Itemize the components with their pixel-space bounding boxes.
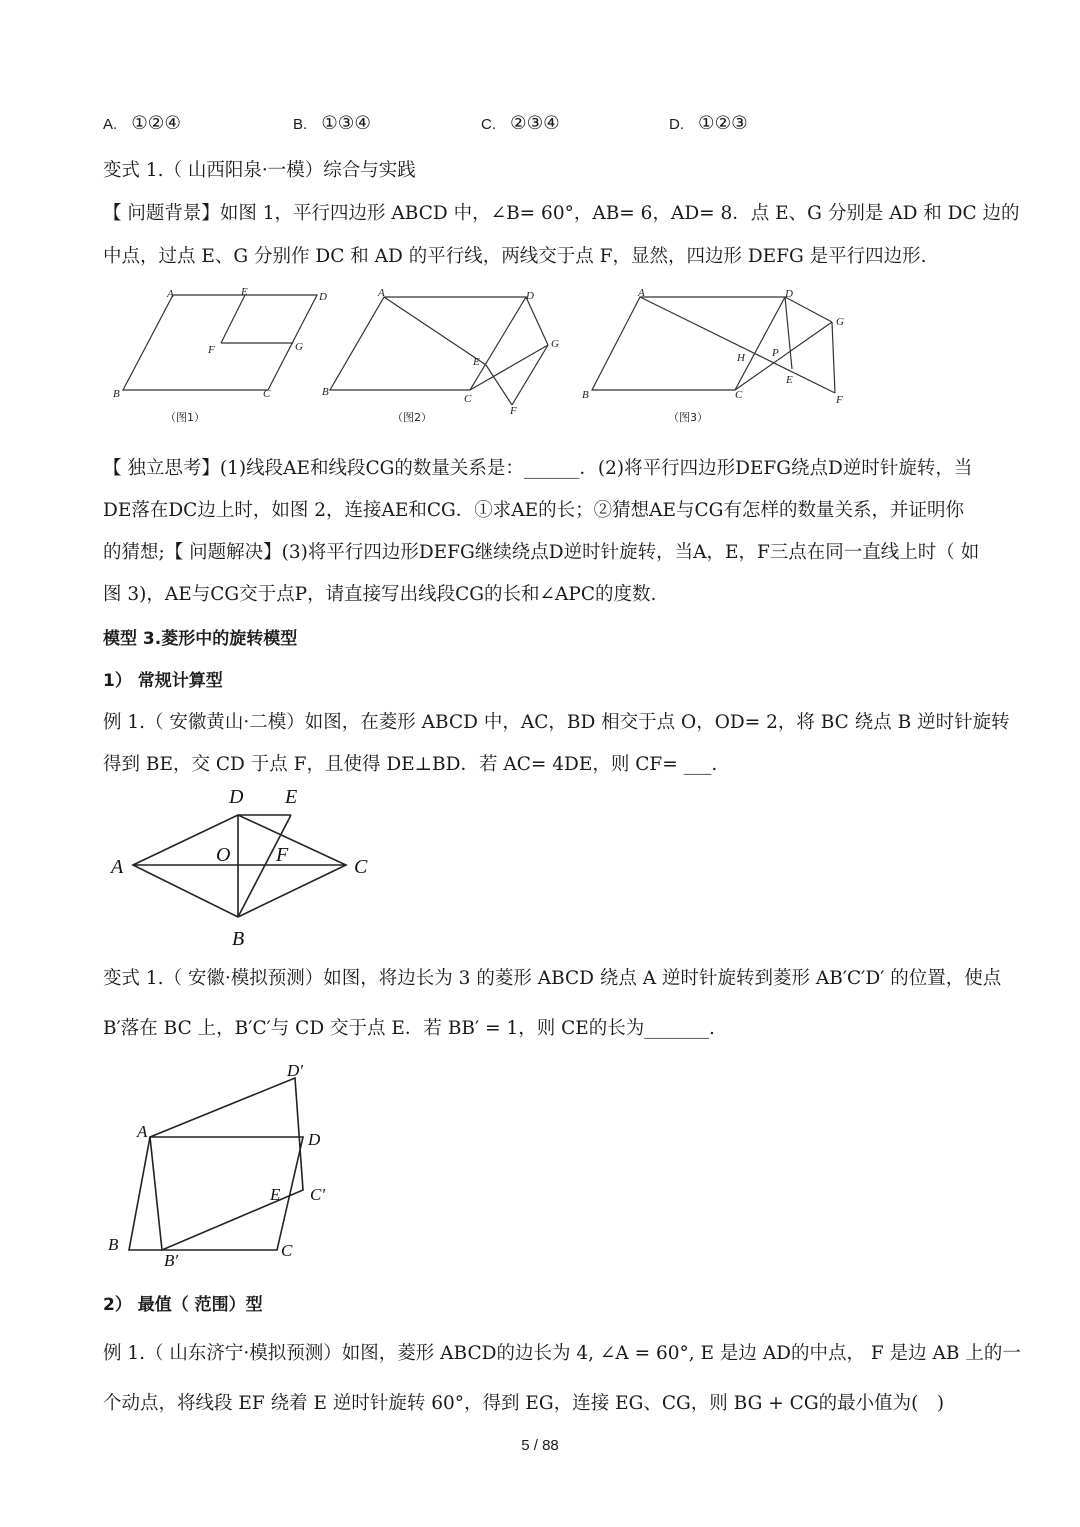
- fig2-label-f: F: [510, 405, 517, 417]
- fig3-label-e: E: [786, 374, 793, 386]
- fig2-label-d: D: [526, 290, 534, 302]
- fig3-caption: （图3）: [668, 411, 708, 424]
- rot-label-d-prime: D′: [287, 1061, 303, 1080]
- fig2-label-g: G: [551, 338, 559, 350]
- rot-label-b-prime: B′: [164, 1251, 179, 1270]
- figure-1: [105, 285, 335, 430]
- fig2-label-e: E: [473, 356, 480, 368]
- variant-1-title: 变式 1.（ 山西阳泉·一模）综合与实践: [103, 160, 416, 181]
- fig1-label-d: D: [319, 291, 327, 303]
- problem-solving: 的猜想;【 问题解决】(3)将平行四边形DEFG继续绕点D逆时针旋转，当A，E，F三点在同一直线上时（ 如: [103, 542, 980, 563]
- problem-background-cont: 中点，过点 E、G 分别作 DC 和 AD 的平行线，两线交于点 F，显然，四边形 DEFG 是平行四边形.: [103, 246, 927, 267]
- subsection-routine-calc: 1） 常规计算型: [103, 671, 223, 691]
- fig3-label-h: H: [737, 352, 745, 364]
- rot-label-a: A: [137, 1122, 148, 1141]
- fig3-label-b: B: [582, 389, 589, 401]
- fig3-label-d: D: [785, 288, 793, 300]
- rhombus-label-c: C: [354, 856, 368, 878]
- fig3-label-f: F: [836, 394, 843, 406]
- rot-label-b: B: [108, 1235, 119, 1254]
- problem-solving-cont: 图 3)，AE与CG交于点P，请直接写出线段CG的长和∠APC的度数.: [103, 584, 657, 605]
- rhombus-label-d: D: [229, 786, 244, 808]
- fig1-label-c: C: [263, 388, 271, 400]
- fig1-label-b: B: [113, 388, 120, 400]
- example-1b-text: 例 1.（ 山东济宁·模拟预测）如图，菱形 ABCD的边长为 4, ∠A = 60°, E 是边 AD的中点， F 是边 AB 上的一: [103, 1343, 1021, 1364]
- fig3-label-c: C: [735, 389, 743, 401]
- problem-background: 【 问题背景】如图 1，平行四边形 ABCD 中，∠B= 60°，AB= 6，AD= 8．点 E、G 分别是 AD 和 DC 边的: [103, 203, 1020, 224]
- fig3-label-p: P: [772, 347, 779, 359]
- section-title-model-3: 模型 3.菱形中的旋转模型: [103, 629, 298, 649]
- rot-label-c-prime: C′: [310, 1185, 326, 1204]
- rhombus-label-b: B: [232, 928, 245, 950]
- fig2-label-b: B: [322, 386, 329, 398]
- page-number: 5 / 88: [521, 1437, 559, 1454]
- figure-3: [580, 285, 855, 430]
- rhombus-label-f: F: [276, 844, 289, 866]
- independent-thinking-cont1: DE落在DC边上时，如图 2，连接AE和CG．①求AE的长；②猜想AE与CG有怎样的数量关系，并证明你: [103, 500, 964, 521]
- option-b: B. ①③④: [293, 113, 371, 134]
- rotation-figure: [105, 1060, 345, 1270]
- variant-1-text-cont: B′落在 BC 上，B′C′与 CD 交于点 E．若 BB′ = 1，则 CE的长为_______.: [103, 1018, 715, 1039]
- option-c: C. ②③④: [481, 113, 560, 134]
- fig3-label-a: A: [638, 287, 645, 299]
- rot-label-d: D: [308, 1130, 321, 1149]
- fig2-label-c: C: [464, 393, 472, 405]
- fig2-caption: （图2）: [392, 411, 432, 424]
- fig1-caption: （图1）: [165, 411, 205, 424]
- fig1-label-a: A: [167, 288, 174, 300]
- rhombus-label-e: E: [285, 786, 298, 808]
- option-d: D. ①②③: [669, 113, 748, 134]
- example-1-text: 例 1.（ 安徽黄山·二模）如图，在菱形 ABCD 中，AC，BD 相交于点 O，OD= 2，将 BC 绕点 B 逆时针旋转: [103, 712, 1010, 733]
- rot-label-e: E: [270, 1185, 281, 1204]
- rot-label-c: C: [281, 1241, 293, 1260]
- variant-1-text: 变式 1.（ 安徽·模拟预测）如图，将边长为 3 的菱形 ABCD 绕点 A 逆时针旋转到菱形 AB′C′D′ 的位置，使点: [103, 968, 1002, 989]
- option-a: A. ①②④: [103, 113, 181, 134]
- fig1-label-g: G: [295, 341, 303, 353]
- example-1-text-cont: 得到 BE，交 CD 于点 F，且使得 DE⊥BD．若 AC= 4DE，则 CF= ___.: [103, 754, 718, 775]
- fig2-label-a: A: [378, 287, 385, 299]
- rhombus-label-o: O: [216, 844, 231, 866]
- rhombus-figure: [105, 785, 385, 950]
- rhombus-label-a: A: [111, 856, 124, 878]
- figure-2: [320, 285, 570, 430]
- subsection-extreme-value: 2） 最值（ 范围）型: [103, 1295, 263, 1315]
- fig1-label-f: F: [208, 344, 215, 356]
- independent-thinking: 【 独立思考】(1)线段AE和线段CG的数量关系是：______．(2)将平行四边形DEFG绕点D逆时针旋转，当: [103, 458, 973, 479]
- fig3-label-g: G: [836, 316, 844, 328]
- example-1b-text-cont: 个动点，将线段 EF 绕着 E 逆时针旋转 60°，得到 EG，连接 EG、CG，则 BG + CG的最小值为( ): [103, 1393, 945, 1414]
- fig1-label-e: E: [241, 286, 248, 298]
